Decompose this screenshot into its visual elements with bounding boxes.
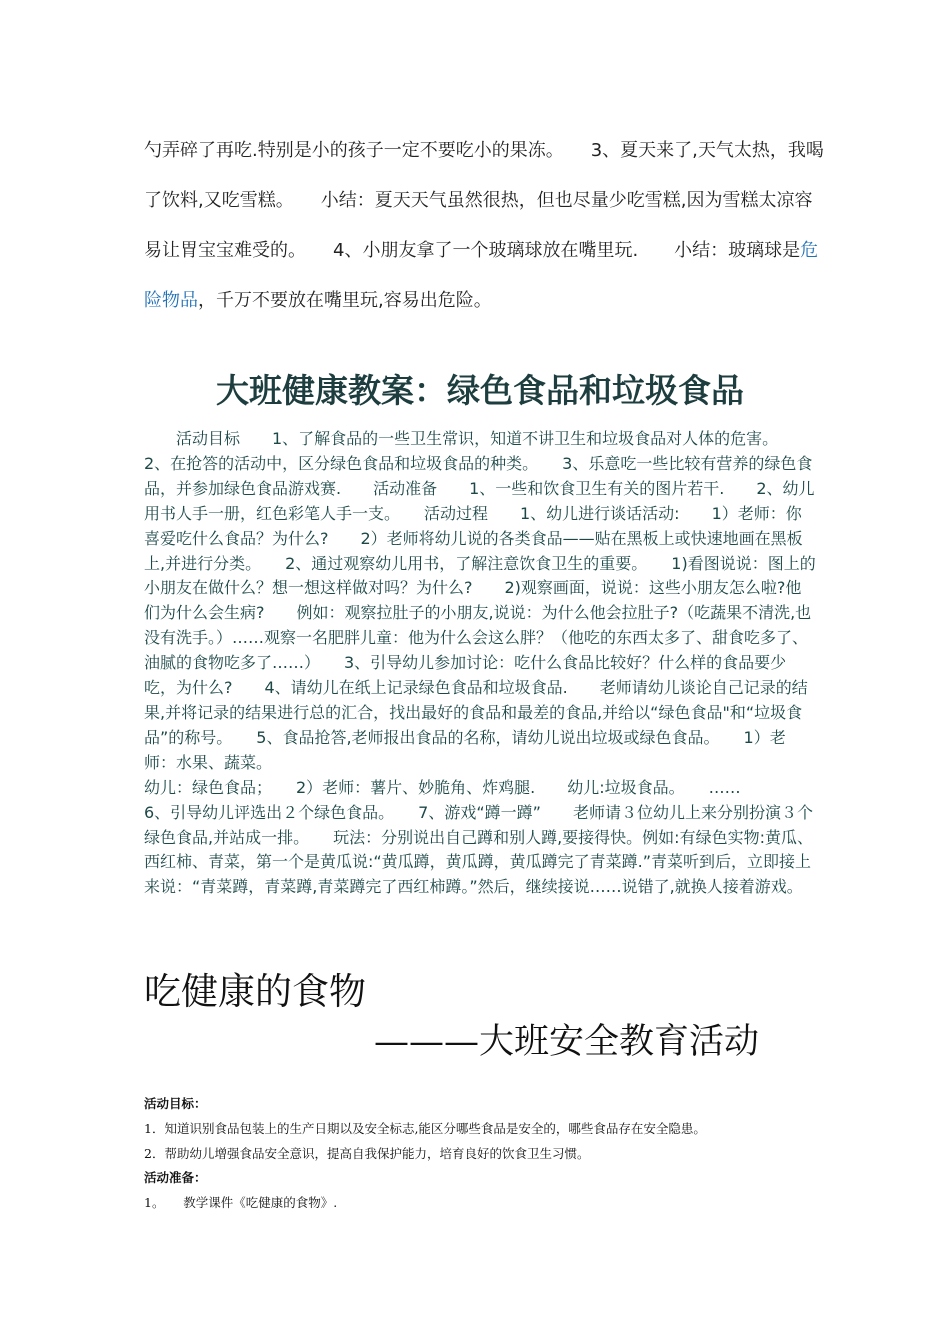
- lesson-plan-body: 活动目标 1、了解食品的一些卫生常识，知道不讲卫生和垃圾食品对人体的危害。 2、在抢答的活动中，区分绿色食品和垃圾食品的种类。 3、乐意吃一些比较有营养的绿色食品，并参加绿色食品游戏赛. 活动准备 1、一些和饮食卫生有关的图片若干. 2、幼儿用书人手一册，红色彩笔人手一支。 活动过程 1、幼儿进行谈话活动: 1）老师：你喜爱吃什么食品？为什么? 2）老师将幼儿说的各类食品——贴在黑板上或快速地画在黑板上,并进行分类。 2、通过观察幼儿用书，了解注意饮食卫生的重要。 1)看图说说：图上的小朋友在做什么？想一想这样做对吗？为什么? 2)观察画面，说说：这些小朋友怎么啦?他们为什么会生病? 例如：观察拉肚子的小朋友,说说：为什么他会拉肚子?（吃蔬果不清洗,也没有洗手。）……观察一名肥胖儿童：他为什么会这么胖？（他吃的东西太多了、甜食吃多了、油腻的食物吃多了……） 3、引导幼儿参加讨论：吃什么食品比较好？什么样的食品要少吃，为什么? 4、请幼儿在纸上记录绿色食品和垃圾食品. 老师请幼儿谈论自己记录的结果,并将记录的结果进行总的汇合，找出最好的食品和最差的食品,并给以“绿色食品"和“垃圾食品”的称号。 5、食品抢答,老师报出食品的名称，请幼儿说出垃圾或绿色食品。 1）老师：水果、蔬菜。 幼儿：绿色食品； 2）老师：薯片、妙脆角、炸鸡腿. 幼儿:垃圾食品。 …… 6、引导幼儿评选出２个绿色食品。 7、游戏“蹲一蹲” 老师请３位幼儿上来分别扮演３个绿色食品,并站成一排。 玩法：分别说出自己蹲和别人蹲,要接得快。例如:有绿色实物:黄瓜、西红柿、青菜，第一个是黄瓜说:“黄瓜蹲，黄瓜蹲，黄瓜蹲完了青菜蹲.”青菜听到后，立即接上来说：“青菜蹲，青菜蹲,青菜蹲完了西红柿蹲。”然后，继续接说……说错了,就换人接着游戏。: [144, 429, 816, 897]
- activity-title: 吃健康的食物: [144, 970, 366, 1013]
- lesson-plan-title: 大班健康教案：绿色食品和垃圾食品: [216, 371, 744, 410]
- paragraph-safety-tips: [144, 126, 824, 326]
- dangerous-items-link[interactable]: 危险物品: [144, 240, 819, 311]
- activity-subtitle: ———大班安全教育活动: [374, 1022, 760, 1062]
- paragraph-text: 勺弄碎了再吃.特别是小的孩子一定不要吃小的果冻。 3、夏天来了,天气太热，我喝了饮料,又吃雪糕。 小结：夏天天气虽然很热，但也尽量少吃雪糕,因为雪糕太凉容易让胃宝宝难受的。 4、小朋友拿了一个玻璃球放在嘴里玩. 小结：玻璃球是: [144, 140, 824, 261]
- goal-item-1: 1．知道识别食品包装上的生产日期以及安全标志,能区分哪些食品是安全的，哪些食品存在安全隐患。: [144, 1121, 706, 1136]
- prep-item-1: 1。 教学课件《吃健康的食物》.: [144, 1195, 338, 1210]
- goal-item-2: 2．帮助幼儿增强食品安全意识，提高自我保护能力，培育良好的饮食卫生习惯。: [144, 1146, 590, 1161]
- paragraph-text-end: ，千万不要放在嘴里玩,容易出危险。: [198, 290, 492, 311]
- goals-heading: 活动目标：: [144, 1096, 207, 1111]
- prep-heading: 活动准备：: [144, 1170, 207, 1185]
